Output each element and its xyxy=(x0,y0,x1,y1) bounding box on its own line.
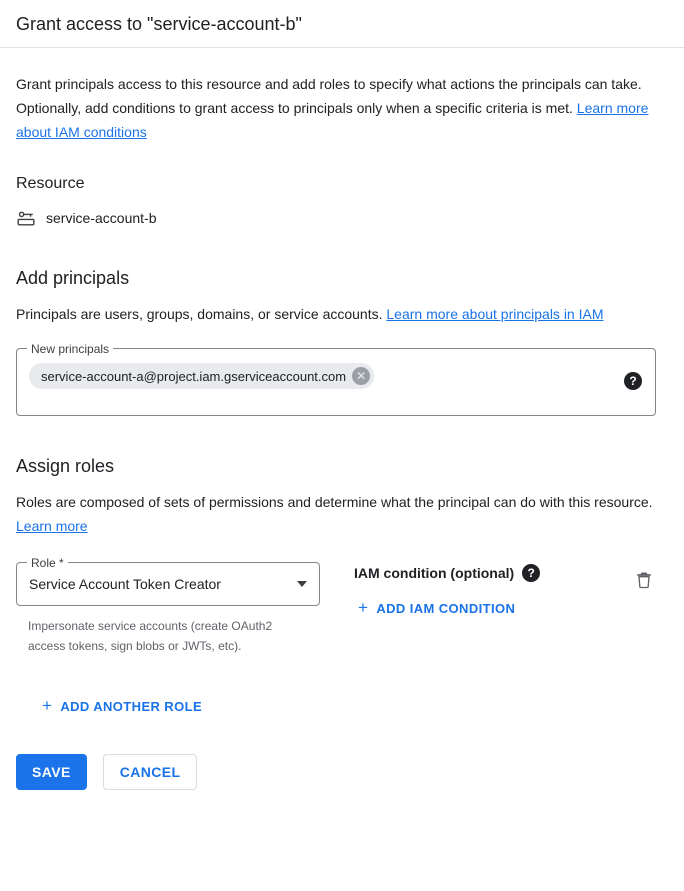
role-select-label: Role * xyxy=(27,555,68,571)
plus-icon: + xyxy=(358,598,369,617)
add-iam-condition-button[interactable] xyxy=(354,594,523,622)
save-button[interactable]: SAVE xyxy=(16,754,87,790)
role-select[interactable] xyxy=(16,556,320,606)
resource-heading: Resource xyxy=(16,175,85,192)
trash-icon[interactable] xyxy=(634,570,654,590)
help-icon[interactable]: ? xyxy=(522,564,540,582)
iam-conditions-learn-more-link[interactable]: Learn more about IAM conditions xyxy=(16,100,649,140)
intro-text: Grant principals access to this resource and add roles to specify what actions the principals can take. Optionally, add conditions to grant access to principals only when a specific criteria is met. xyxy=(16,76,642,116)
plus-icon: + xyxy=(42,696,53,715)
chevron-down-icon[interactable] xyxy=(297,581,307,587)
add-another-role-row xyxy=(16,680,668,720)
principal-chip-label: service-account-a@project.iam.gserviceaccount.com xyxy=(41,368,347,384)
new-principals-field-wrap xyxy=(16,342,656,416)
iam-condition-label-row xyxy=(354,564,620,582)
new-principals-label: New principals xyxy=(27,341,113,357)
add-principals-description-text: Principals are users, groups, domains, or service accounts. xyxy=(16,306,383,322)
resource-name: service-account-b xyxy=(46,210,157,226)
delete-role-column xyxy=(620,562,668,590)
service-account-icon xyxy=(16,208,36,228)
roles-learn-more-link[interactable]: Learn more xyxy=(16,518,88,534)
iam-condition-label: IAM condition (optional) xyxy=(354,565,515,581)
resource-row xyxy=(16,208,668,228)
add-iam-condition-label: ADD IAM CONDITION xyxy=(376,600,516,616)
role-column xyxy=(16,556,320,656)
page-title: Grant access to "service-account-b" xyxy=(16,13,302,34)
iam-condition-column xyxy=(354,562,620,622)
add-principals-description xyxy=(16,302,660,326)
add-principals-heading: Add principals xyxy=(16,268,130,288)
help-icon[interactable]: ? xyxy=(624,372,642,390)
assign-roles-description-text: Roles are composed of sets of permissions and determine what the principal can do with this resource. xyxy=(16,494,653,510)
intro-paragraph xyxy=(16,72,660,144)
role-row xyxy=(16,556,668,656)
assign-roles-heading: Assign roles xyxy=(16,456,115,476)
add-another-role-button[interactable] xyxy=(38,692,210,720)
new-principals-input[interactable] xyxy=(16,342,656,416)
principal-chip[interactable] xyxy=(29,363,374,389)
role-select-value: Service Account Token Creator xyxy=(29,576,221,592)
role-description: Impersonate service accounts (create OAuth2 access tokens, sign blobs or JWTs, etc). xyxy=(28,619,273,653)
cancel-button[interactable]: CANCEL xyxy=(103,754,198,790)
panel-body xyxy=(0,48,684,720)
close-icon[interactable]: ✕ xyxy=(352,367,370,385)
footer-actions xyxy=(0,754,684,810)
add-another-role-label: ADD ANOTHER ROLE xyxy=(60,698,203,714)
assign-roles-description xyxy=(16,490,660,538)
principals-learn-more-link[interactable]: Learn more about principals in IAM xyxy=(386,306,604,322)
panel-header xyxy=(0,0,684,48)
